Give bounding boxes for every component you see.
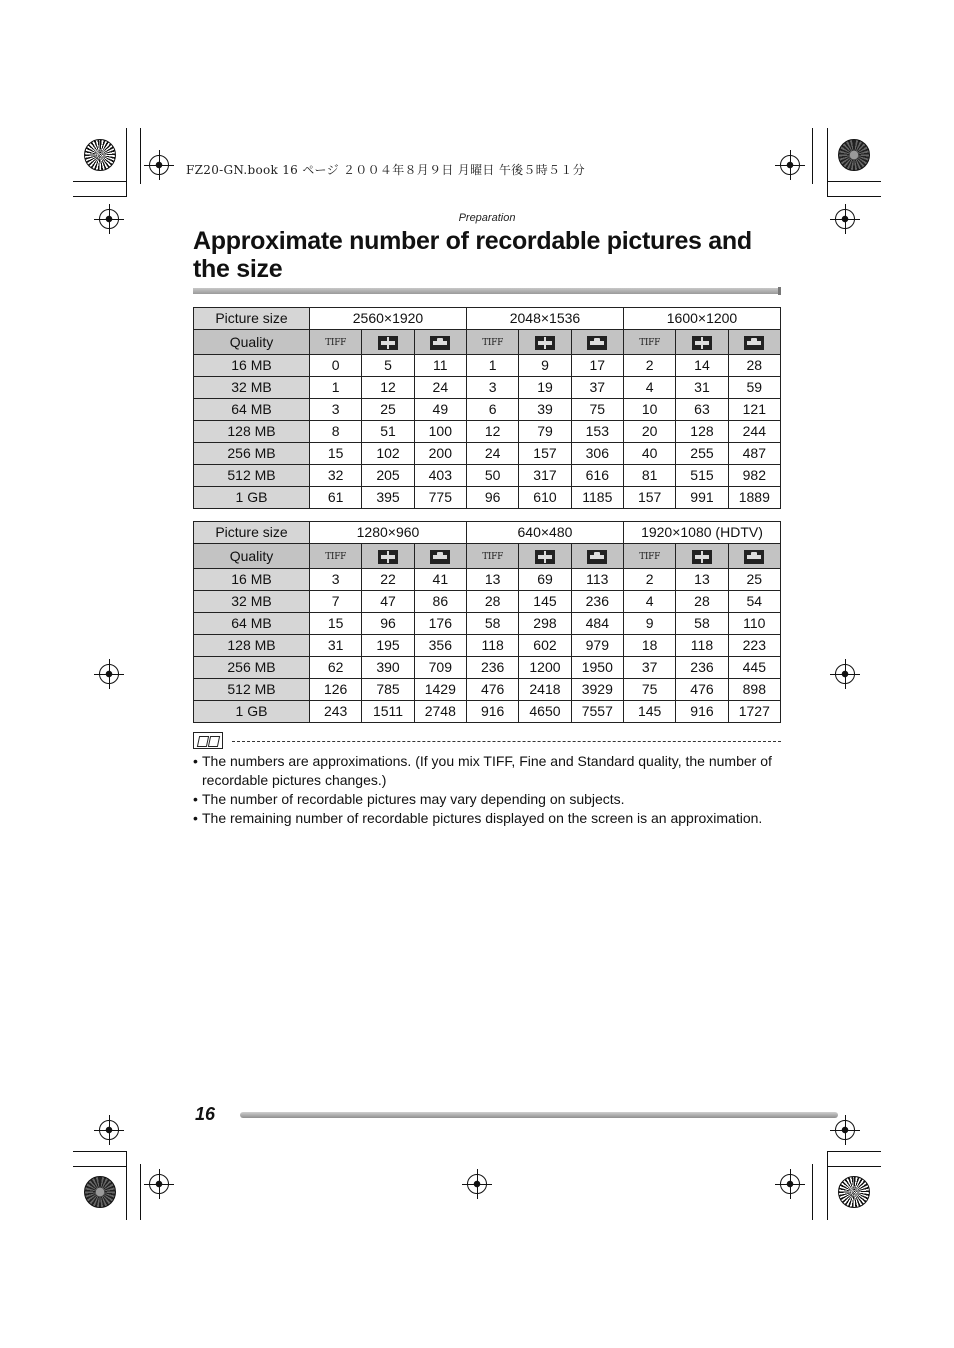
- card-capacity-label: 1 GB: [194, 701, 310, 723]
- size-header-row: [194, 308, 781, 330]
- standard-quality-icon: [744, 336, 764, 350]
- tiff-icon: TIFF: [482, 552, 504, 562]
- picture-count-cell: 785: [362, 679, 414, 701]
- picture-count-cell: 54: [728, 591, 780, 613]
- picture-count-cell: 58: [466, 613, 518, 635]
- fine-quality-cell: [519, 330, 571, 355]
- tiff-quality-cell: [623, 544, 675, 569]
- registration-mark: [149, 155, 169, 175]
- picture-count-cell: 1200: [519, 657, 571, 679]
- standard-quality-cell: [571, 544, 623, 569]
- card-capacity-label: 16 MB: [194, 355, 310, 377]
- quality-label: Quality: [194, 330, 310, 355]
- picture-count-cell: 13: [466, 569, 518, 591]
- quality-label: Quality: [194, 544, 310, 569]
- quality-row: [194, 330, 781, 355]
- picture-count-cell: 20: [623, 421, 675, 443]
- picture-count-cell: 100: [414, 421, 466, 443]
- crop-mark: [827, 1166, 881, 1167]
- picture-count-cell: 22: [362, 569, 414, 591]
- picture-count-cell: 32: [310, 465, 362, 487]
- picture-count-cell: 616: [571, 465, 623, 487]
- picture-count-cell: 5: [362, 355, 414, 377]
- picture-count-cell: 3: [466, 377, 518, 399]
- picture-count-cell: 195: [362, 635, 414, 657]
- registration-mark: [149, 1174, 169, 1194]
- table-row: [194, 443, 781, 465]
- picture-count-cell: 47: [362, 591, 414, 613]
- picture-count-cell: 8: [310, 421, 362, 443]
- picture-count-cell: 25: [362, 399, 414, 421]
- picture-count-cell: 75: [623, 679, 675, 701]
- picture-count-cell: 982: [728, 465, 780, 487]
- picture-count-cell: 476: [466, 679, 518, 701]
- standard-quality-cell: [728, 544, 780, 569]
- picture-count-cell: 7: [310, 591, 362, 613]
- picture-count-cell: 484: [571, 613, 623, 635]
- picture-count-cell: 3929: [571, 679, 623, 701]
- standard-quality-cell: [728, 330, 780, 355]
- picture-count-cell: 102: [362, 443, 414, 465]
- picture-size-header: 1280×960: [310, 522, 467, 544]
- picture-count-cell: 118: [676, 635, 728, 657]
- fine-quality-cell: [362, 544, 414, 569]
- section-label: Preparation: [458, 212, 516, 224]
- fine-quality-cell: [676, 330, 728, 355]
- footer-bar: [240, 1112, 838, 1118]
- picture-count-cell: 24: [414, 377, 466, 399]
- picture-count-cell: 255: [676, 443, 728, 465]
- picture-size-header: 2048×1536: [466, 308, 623, 330]
- table-row: [194, 377, 781, 399]
- picture-count-cell: 69: [519, 569, 571, 591]
- picture-count-cell: 2748: [414, 701, 466, 723]
- picture-count-cell: 7557: [571, 701, 623, 723]
- picture-count-cell: 991: [676, 487, 728, 509]
- table-row: [194, 465, 781, 487]
- picture-count-cell: 3: [310, 399, 362, 421]
- picture-count-cell: 515: [676, 465, 728, 487]
- picture-count-cell: 39: [519, 399, 571, 421]
- picture-count-cell: 13: [676, 569, 728, 591]
- fine-quality-cell: [362, 330, 414, 355]
- picture-count-cell: 40: [623, 443, 675, 465]
- standard-quality-icon: [587, 550, 607, 564]
- card-capacity-label: 128 MB: [194, 635, 310, 657]
- picture-size-header: 1600×1200: [623, 308, 780, 330]
- table-row: [194, 701, 781, 723]
- print-file-header: FZ20-GN.book 16 ページ ２００４年８月９日 月曜日 午後５時５１分: [186, 163, 585, 177]
- crop-mark: [73, 196, 127, 197]
- picture-count-cell: 12: [362, 377, 414, 399]
- picture-count-cell: 916: [676, 701, 728, 723]
- picture-count-cell: 445: [728, 657, 780, 679]
- tiff-icon: TIFF: [639, 338, 661, 348]
- picture-count-cell: 12: [466, 421, 518, 443]
- note-item: • The remaining number of recordable pictures displayed on the screen is an approximation.: [193, 809, 783, 828]
- crop-mark: [827, 181, 881, 182]
- page-number: 16: [195, 1104, 216, 1124]
- crop-mark: [827, 1151, 881, 1152]
- picture-count-cell: 121: [728, 399, 780, 421]
- picture-count-cell: 244: [728, 421, 780, 443]
- picture-count-cell: 6: [466, 399, 518, 421]
- picture-count-cell: 15: [310, 443, 362, 465]
- picture-count-cell: 11: [414, 355, 466, 377]
- picture-count-cell: 610: [519, 487, 571, 509]
- tiff-icon: TIFF: [482, 338, 504, 348]
- picture-count-cell: 86: [414, 591, 466, 613]
- registration-mark: [99, 664, 119, 684]
- card-capacity-label: 32 MB: [194, 591, 310, 613]
- crop-mark: [126, 1152, 127, 1220]
- picture-count-cell: 390: [362, 657, 414, 679]
- picture-count-cell: 205: [362, 465, 414, 487]
- picture-count-cell: 236: [466, 657, 518, 679]
- size-header-row: [194, 522, 781, 544]
- picture-count-cell: 775: [414, 487, 466, 509]
- table-row: [194, 613, 781, 635]
- tiff-quality-cell: [310, 330, 362, 355]
- crop-mark: [812, 1164, 813, 1220]
- picture-count-cell: 4650: [519, 701, 571, 723]
- color-wheel-mark-top-right: [838, 139, 870, 171]
- card-capacity-label: 32 MB: [194, 377, 310, 399]
- picture-count-cell: 25: [728, 569, 780, 591]
- picture-count-cell: 236: [571, 591, 623, 613]
- picture-count-cell: 2: [623, 355, 675, 377]
- picture-count-cell: 4: [623, 591, 675, 613]
- picture-count-cell: 916: [466, 701, 518, 723]
- crop-mark: [827, 128, 828, 196]
- card-capacity-label: 1 GB: [194, 487, 310, 509]
- picture-count-cell: 19: [519, 377, 571, 399]
- picture-count-cell: 18: [623, 635, 675, 657]
- picture-count-cell: 62: [310, 657, 362, 679]
- tiff-icon: TIFF: [639, 552, 661, 562]
- picture-count-cell: 58: [676, 613, 728, 635]
- card-capacity-label: 256 MB: [194, 657, 310, 679]
- picture-count-cell: 96: [466, 487, 518, 509]
- picture-count-cell: 223: [728, 635, 780, 657]
- picture-count-cell: 50: [466, 465, 518, 487]
- picture-count-cell: 602: [519, 635, 571, 657]
- note-icon: [193, 732, 223, 749]
- tiff-quality-cell: [466, 330, 518, 355]
- table-row: [194, 679, 781, 701]
- crop-mark: [140, 1164, 141, 1220]
- picture-count-cell: 145: [519, 591, 571, 613]
- picture-count-cell: 28: [466, 591, 518, 613]
- crop-mark: [73, 1166, 127, 1167]
- registration-mark: [467, 1174, 487, 1194]
- picture-count-cell: 28: [728, 355, 780, 377]
- color-wheel-mark-bottom-left: [84, 1176, 116, 1208]
- fine-quality-cell: [676, 544, 728, 569]
- picture-count-cell: 298: [519, 613, 571, 635]
- picture-count-cell: 126: [310, 679, 362, 701]
- picture-count-cell: 81: [623, 465, 675, 487]
- capacity-table-1: [193, 307, 781, 509]
- tiff-quality-cell: [466, 544, 518, 569]
- picture-count-cell: 63: [676, 399, 728, 421]
- picture-count-cell: 1: [466, 355, 518, 377]
- card-capacity-label: 64 MB: [194, 399, 310, 421]
- crop-mark: [73, 1151, 127, 1152]
- capacity-table-2: [193, 521, 781, 723]
- picture-count-cell: 145: [623, 701, 675, 723]
- registration-mark: [835, 1120, 855, 1140]
- picture-count-cell: 10: [623, 399, 675, 421]
- fine-quality-icon: [535, 550, 555, 564]
- crop-mark: [73, 181, 127, 182]
- picture-size-header: 640×480: [466, 522, 623, 544]
- picture-count-cell: 1: [310, 377, 362, 399]
- picture-count-cell: 9: [623, 613, 675, 635]
- standard-quality-icon: [430, 550, 450, 564]
- table-row: [194, 355, 781, 377]
- color-wheel-mark-top-left: [84, 139, 116, 171]
- picture-size-header: 2560×1920: [310, 308, 467, 330]
- tiff-icon: TIFF: [325, 552, 347, 562]
- picture-count-cell: 4: [623, 377, 675, 399]
- picture-count-cell: 59: [728, 377, 780, 399]
- registration-mark: [835, 664, 855, 684]
- crop-mark: [126, 128, 127, 196]
- picture-count-cell: 96: [362, 613, 414, 635]
- note-divider: [232, 741, 781, 742]
- card-capacity-label: 256 MB: [194, 443, 310, 465]
- table-row: [194, 399, 781, 421]
- picture-count-cell: 306: [571, 443, 623, 465]
- table-row: [194, 657, 781, 679]
- picture-count-cell: 317: [519, 465, 571, 487]
- picture-size-label: Picture size: [194, 522, 310, 544]
- picture-count-cell: 79: [519, 421, 571, 443]
- standard-quality-icon: [430, 336, 450, 350]
- fine-quality-icon: [535, 336, 555, 350]
- picture-count-cell: 1429: [414, 679, 466, 701]
- picture-count-cell: 1185: [571, 487, 623, 509]
- table-row: [194, 569, 781, 591]
- registration-mark: [780, 155, 800, 175]
- picture-count-cell: 487: [728, 443, 780, 465]
- card-capacity-label: 512 MB: [194, 679, 310, 701]
- picture-count-cell: 28: [676, 591, 728, 613]
- table-row: [194, 421, 781, 443]
- standard-quality-cell: [571, 330, 623, 355]
- card-capacity-label: 64 MB: [194, 613, 310, 635]
- standard-quality-icon: [587, 336, 607, 350]
- card-capacity-label: 128 MB: [194, 421, 310, 443]
- picture-count-cell: 0: [310, 355, 362, 377]
- fine-quality-icon: [378, 336, 398, 350]
- picture-count-cell: 9: [519, 355, 571, 377]
- fine-quality-icon: [692, 550, 712, 564]
- picture-count-cell: 1511: [362, 701, 414, 723]
- picture-count-cell: 113: [571, 569, 623, 591]
- picture-count-cell: 200: [414, 443, 466, 465]
- picture-count-cell: 75: [571, 399, 623, 421]
- picture-count-cell: 2418: [519, 679, 571, 701]
- picture-count-cell: 243: [310, 701, 362, 723]
- picture-count-cell: 403: [414, 465, 466, 487]
- standard-quality-cell: [414, 330, 466, 355]
- crop-mark: [827, 1152, 828, 1220]
- table-row: [194, 635, 781, 657]
- fine-quality-icon: [378, 550, 398, 564]
- picture-count-cell: 110: [728, 613, 780, 635]
- crop-mark: [140, 128, 141, 184]
- picture-count-cell: 3: [310, 569, 362, 591]
- picture-count-cell: 24: [466, 443, 518, 465]
- picture-count-cell: 49: [414, 399, 466, 421]
- title-underline: [193, 288, 781, 294]
- picture-count-cell: 176: [414, 613, 466, 635]
- picture-count-cell: 153: [571, 421, 623, 443]
- picture-count-cell: 898: [728, 679, 780, 701]
- picture-count-cell: 14: [676, 355, 728, 377]
- picture-count-cell: 1889: [728, 487, 780, 509]
- picture-count-cell: 979: [571, 635, 623, 657]
- picture-count-cell: 41: [414, 569, 466, 591]
- picture-count-cell: 128: [676, 421, 728, 443]
- picture-count-cell: 476: [676, 679, 728, 701]
- picture-count-cell: 31: [676, 377, 728, 399]
- picture-count-cell: 157: [623, 487, 675, 509]
- standard-quality-icon: [744, 550, 764, 564]
- registration-mark: [780, 1174, 800, 1194]
- registration-mark: [99, 1120, 119, 1140]
- picture-count-cell: 1727: [728, 701, 780, 723]
- crop-mark: [812, 128, 813, 184]
- picture-count-cell: 1950: [571, 657, 623, 679]
- note-item: • The numbers are approximations. (If you mix TIFF, Fine and Standard quality, the number of recordable pictures changes.): [193, 752, 783, 790]
- picture-count-cell: 17: [571, 355, 623, 377]
- picture-count-cell: 31: [310, 635, 362, 657]
- table-row: [194, 487, 781, 509]
- picture-size-header: 1920×1080 (HDTV): [623, 522, 780, 544]
- picture-count-cell: 37: [571, 377, 623, 399]
- picture-count-cell: 395: [362, 487, 414, 509]
- note-item: • The number of recordable pictures may vary depending on subjects.: [193, 790, 783, 809]
- page-title: Approximate number of recordable pictures and the size: [193, 227, 752, 283]
- picture-count-cell: 37: [623, 657, 675, 679]
- card-capacity-label: 16 MB: [194, 569, 310, 591]
- picture-count-cell: 157: [519, 443, 571, 465]
- picture-count-cell: 15: [310, 613, 362, 635]
- picture-count-cell: 118: [466, 635, 518, 657]
- fine-quality-icon: [692, 336, 712, 350]
- picture-count-cell: 356: [414, 635, 466, 657]
- table-row: [194, 591, 781, 613]
- fine-quality-cell: [519, 544, 571, 569]
- picture-size-label: Picture size: [194, 308, 310, 330]
- picture-count-cell: 236: [676, 657, 728, 679]
- quality-row: [194, 544, 781, 569]
- standard-quality-cell: [414, 544, 466, 569]
- picture-count-cell: 61: [310, 487, 362, 509]
- color-wheel-mark-bottom-right: [838, 1176, 870, 1208]
- picture-count-cell: 709: [414, 657, 466, 679]
- picture-count-cell: 2: [623, 569, 675, 591]
- picture-count-cell: 51: [362, 421, 414, 443]
- tiff-icon: TIFF: [325, 338, 347, 348]
- tiff-quality-cell: [623, 330, 675, 355]
- card-capacity-label: 512 MB: [194, 465, 310, 487]
- tiff-quality-cell: [310, 544, 362, 569]
- notes-list: [193, 752, 783, 828]
- crop-mark: [827, 196, 881, 197]
